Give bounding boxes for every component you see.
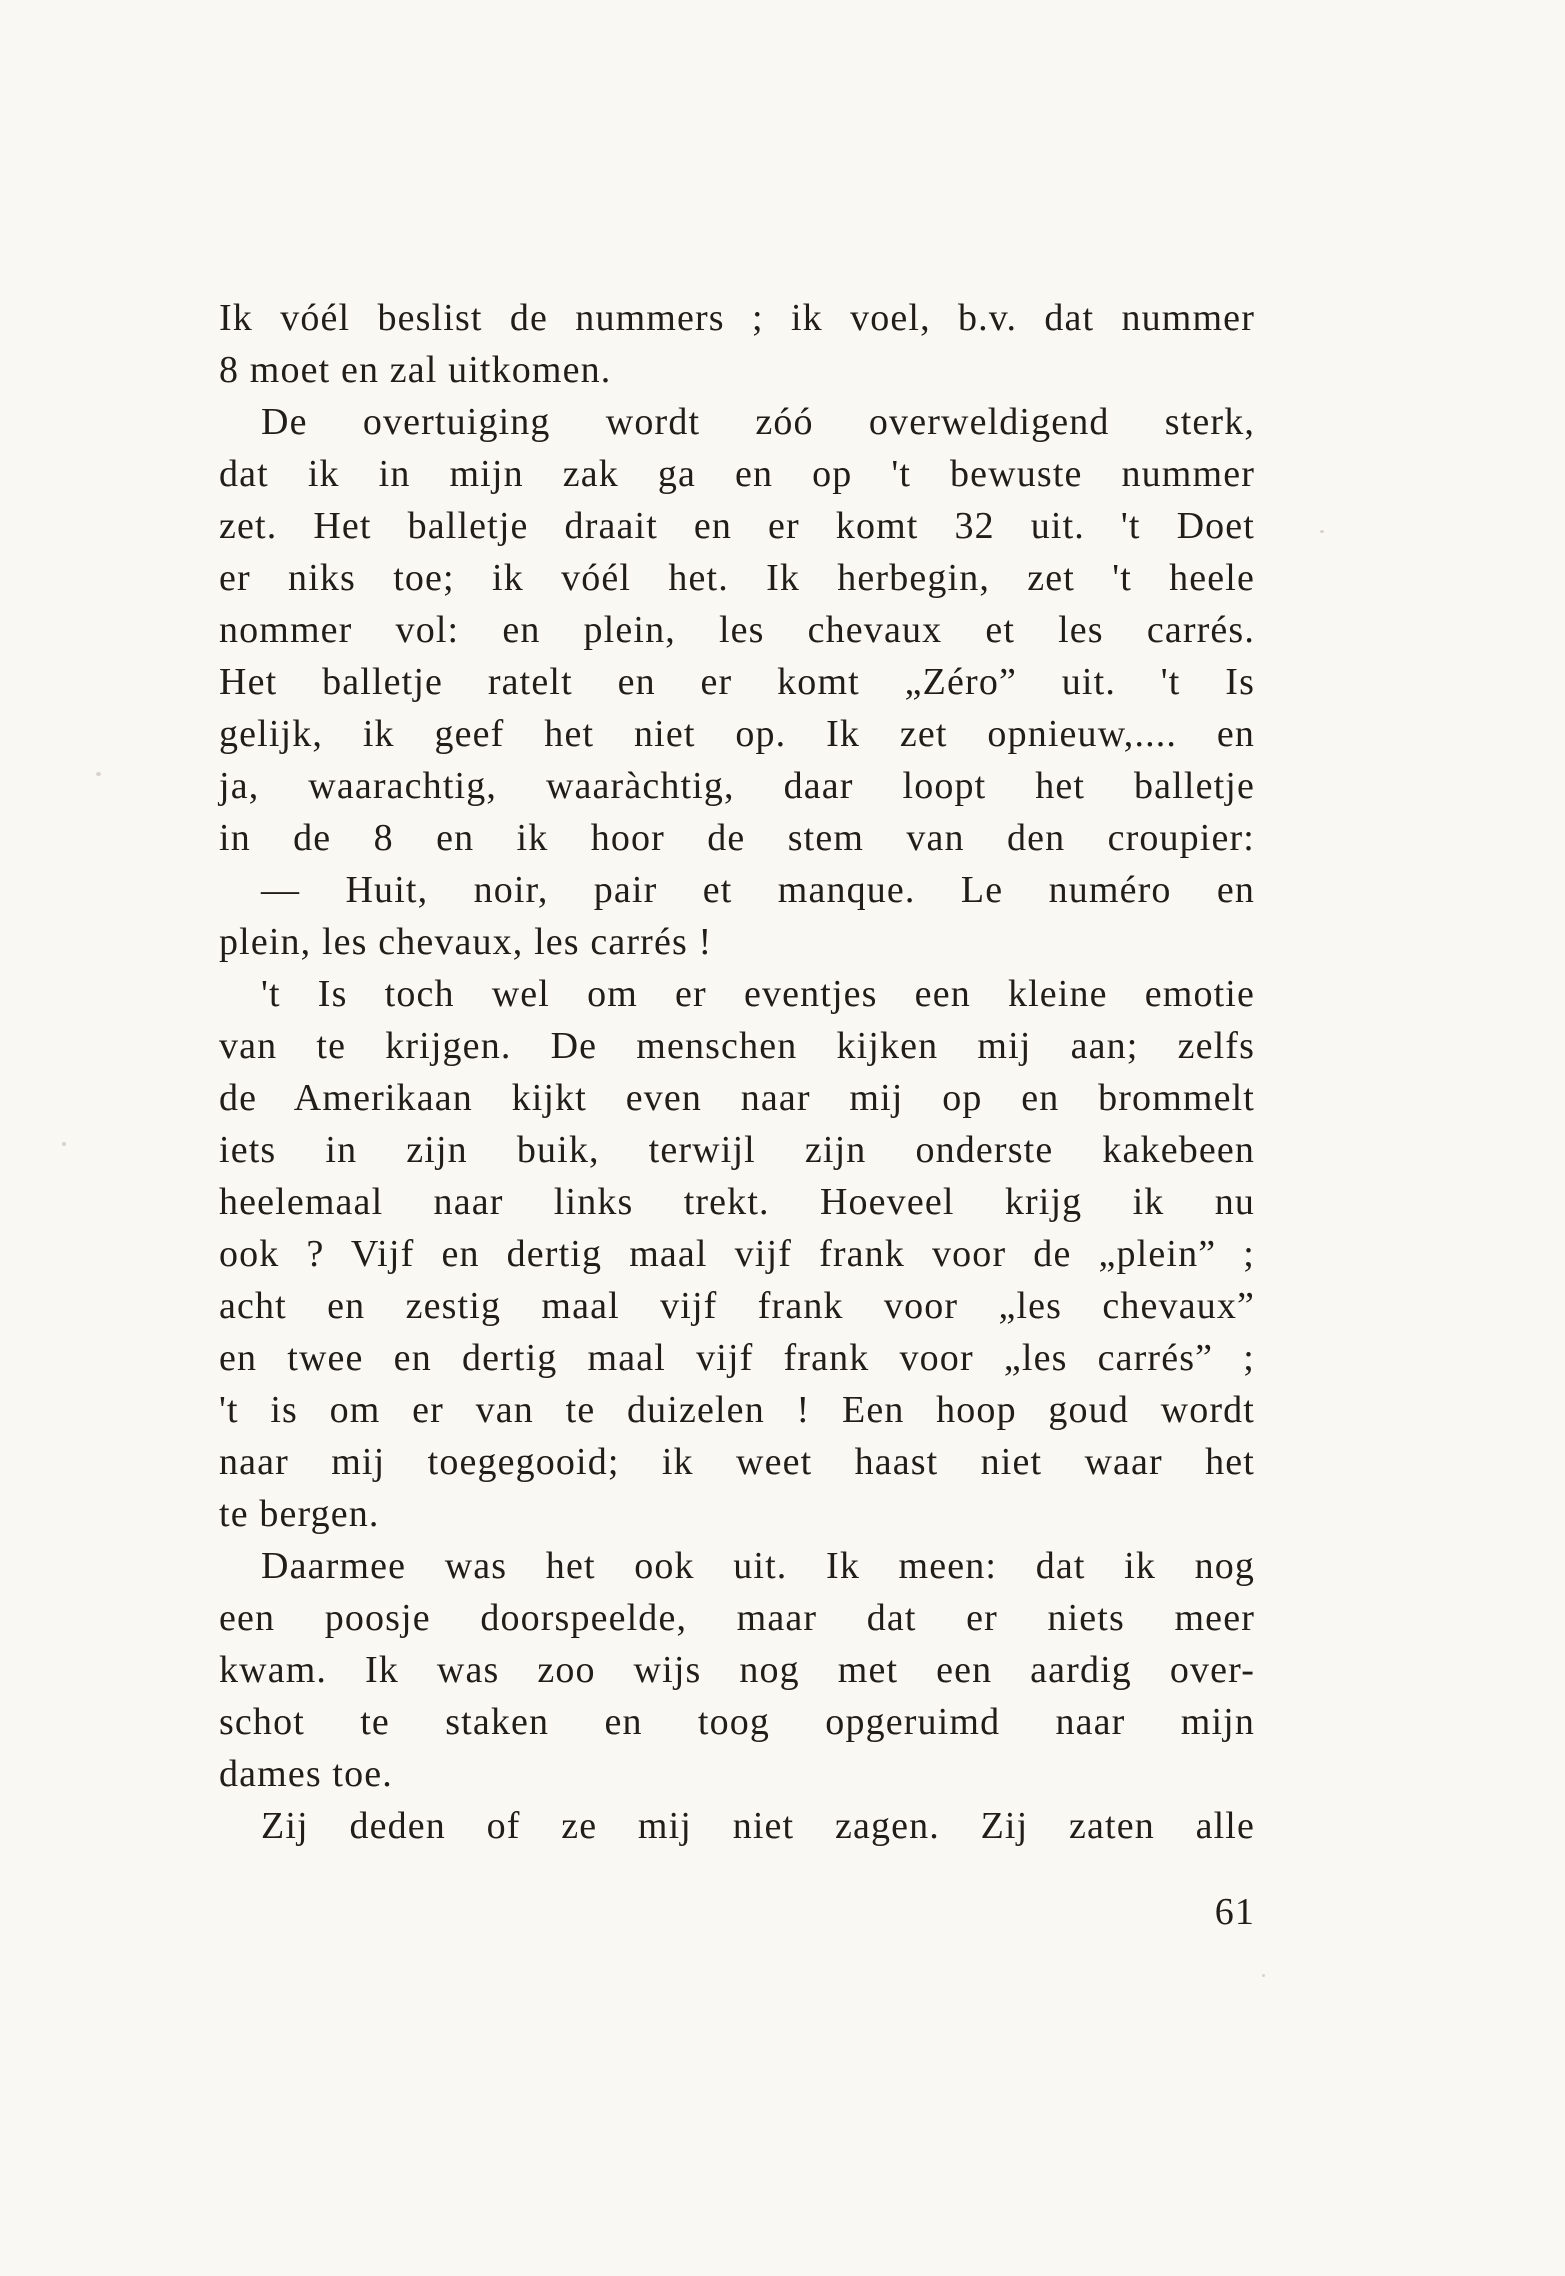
text-line: acht en zestig maal vijf frank voor „les chevaux”	[219, 1285, 1255, 1327]
text-line: dames toe.	[219, 1753, 393, 1795]
scan-speck	[96, 772, 101, 776]
text-line: iets in zijn buik, terwijl zijn onderste kakebeen	[219, 1129, 1255, 1171]
text-line: dat ik in mijn zak ga en op 't bewuste nummer	[219, 453, 1255, 495]
text-line: Het balletje ratelt en er komt „Zéro” uit. 't Is	[219, 661, 1255, 703]
text-line: heelemaal naar links trekt. Hoeveel krijg ik nu	[219, 1181, 1255, 1223]
text-line: Daarmee was het ook uit. Ik meen: dat ik nog	[261, 1545, 1255, 1587]
text-line: te bergen.	[219, 1493, 380, 1535]
text-line: nommer vol: en plein, les chevaux et les carrés.	[219, 609, 1255, 651]
text-line: een poosje doorspeelde, maar dat er niets meer	[219, 1597, 1255, 1639]
scan-speck	[62, 1142, 66, 1146]
page-text	[219, 292, 1255, 1852]
text-line: schot te staken en toog opgeruimd naar mijn	[219, 1701, 1255, 1743]
text-line: ja, waarachtig, waaràchtig, daar loopt het balletje	[219, 765, 1255, 807]
text-line: plein, les chevaux, les carrés !	[219, 921, 713, 963]
text-line: De overtuiging wordt zóó overweldigend sterk,	[261, 401, 1255, 443]
text-line: Ik vóél beslist de nummers ; ik voel, b.v. dat nummer	[219, 297, 1255, 339]
text-line: zet. Het balletje draait en er komt 32 uit. 't Doet	[219, 505, 1255, 547]
text-line: 't Is toch wel om er eventjes een kleine emotie	[261, 973, 1255, 1015]
text-line: kwam. Ik was zoo wijs nog met een aardig over-	[219, 1649, 1255, 1691]
page-number: 61	[1214, 1891, 1255, 1933]
text-line: gelijk, ik geef het niet op. Ik zet opnieuw,.... en	[219, 713, 1255, 755]
text-line: er niks toe; ik vóél het. Ik herbegin, zet 't heele	[219, 557, 1255, 599]
text-line: 't is om er van te duizelen ! Een hoop goud wordt	[219, 1389, 1255, 1431]
text-line: Zij deden of ze mij niet zagen. Zij zaten alle	[261, 1805, 1255, 1847]
text-line: van te krijgen. De menschen kijken mij aan; zelfs	[219, 1025, 1255, 1067]
text-line: de Amerikaan kijkt even naar mij op en brommelt	[219, 1077, 1255, 1119]
text-line: in de 8 en ik hoor de stem van den croupier:	[219, 817, 1255, 859]
scan-speck	[1320, 530, 1324, 533]
text-line: en twee en dertig maal vijf frank voor „les carrés” ;	[219, 1337, 1255, 1379]
text-line: ook ? Vijf en dertig maal vijf frank voor de „plein” ;	[219, 1233, 1255, 1275]
text-line: naar mij toegegooid; ik weet haast niet waar het	[219, 1441, 1255, 1483]
scan-speck	[1262, 1974, 1265, 1977]
text-line: 8 moet en zal uitkomen.	[219, 349, 612, 391]
text-line: — Huit, noir, pair et manque. Le numéro en	[261, 869, 1255, 911]
